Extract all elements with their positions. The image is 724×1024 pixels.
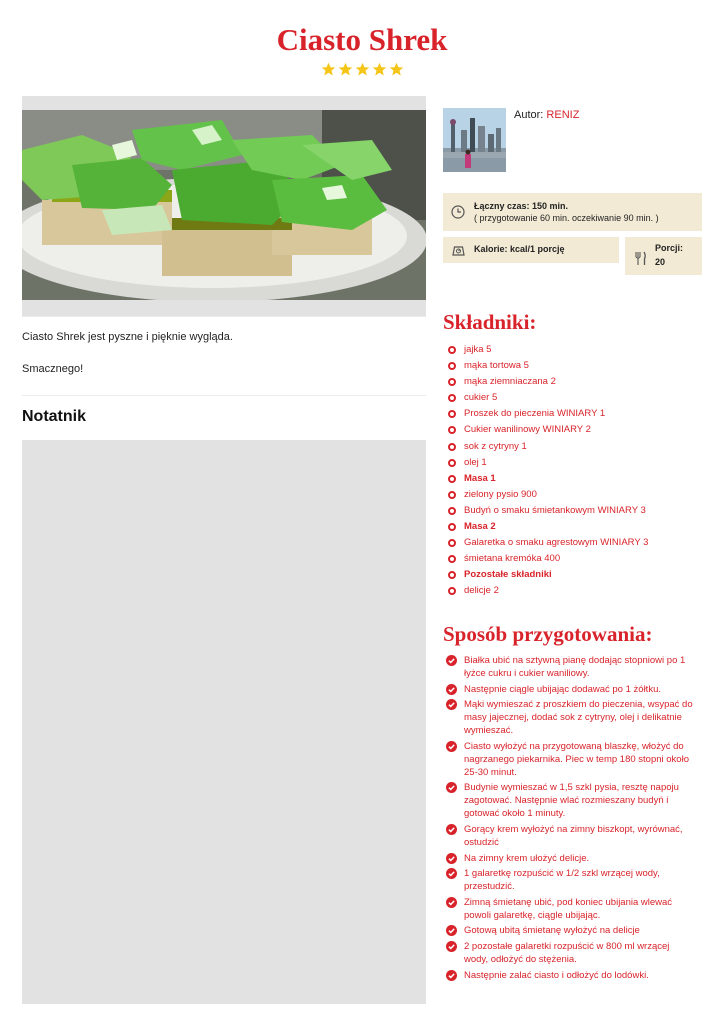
ingredient-item (446, 519, 706, 535)
ring-bullet-icon (448, 491, 456, 499)
ring-bullet-icon (448, 507, 456, 515)
check-circle-icon (446, 853, 457, 864)
ring-bullet-icon (448, 587, 456, 595)
clock-icon (451, 205, 465, 219)
ingredient-item (446, 551, 706, 567)
portions-info (625, 237, 702, 275)
notes-heading: Notatnik (22, 408, 86, 425)
check-circle-icon (446, 684, 457, 695)
ingredient-item (446, 358, 706, 374)
ingredient-item (446, 567, 706, 583)
ring-bullet-icon (448, 362, 456, 370)
step-item (446, 698, 708, 737)
ring-bullet-icon (448, 571, 456, 579)
step-item (446, 940, 708, 966)
step-text-line: gotować około 1 minuty. (464, 808, 566, 820)
step-text-line: przestudzić. (464, 881, 515, 893)
check-circle-icon (446, 782, 457, 793)
ring-bullet-icon (448, 443, 456, 451)
ingredient-text: Budyń o smaku śmietankowym WINIARY 3 (464, 504, 646, 516)
time-detail: ( przygotowanie 60 min. oczekiwanie 90 min. ) (474, 213, 659, 223)
step-text-line: wymieszać. (464, 725, 514, 737)
description-text: Ciasto Shrek jest pyszne i pięknie wygląda. (22, 331, 233, 343)
steps-list (446, 654, 708, 984)
ingredient-item (446, 390, 706, 406)
recipe-description (22, 316, 426, 396)
ring-bullet-icon (448, 475, 456, 483)
check-circle-icon (446, 925, 457, 936)
portions-value: 20 (655, 257, 666, 267)
step-item (446, 852, 708, 865)
step-text-line: masy jajecznej, dodać sok z cytryny, olej i delikatnie (464, 712, 682, 724)
check-circle-icon (446, 824, 457, 835)
ingredient-item (446, 535, 706, 551)
ingredients-list (446, 342, 706, 600)
star-icon (321, 62, 336, 77)
notes-area[interactable] (22, 440, 426, 1004)
check-circle-icon (446, 655, 457, 666)
ingredient-text: Masa 1 (464, 472, 496, 484)
ingredient-item (446, 583, 706, 599)
ring-bullet-icon (448, 523, 456, 531)
total-time: Łączny czas: 150 min. (474, 201, 569, 211)
ingredient-text: jajka 5 (464, 344, 492, 355)
ingredient-item (446, 503, 706, 519)
step-item (446, 683, 708, 696)
step-text-line: ostudzić (464, 836, 499, 848)
ingredient-item (446, 471, 706, 487)
ring-bullet-icon (448, 346, 456, 354)
ingredient-item (446, 439, 706, 455)
ingredient-text: mąka tortowa 5 (464, 360, 529, 372)
ingredient-text: Proszek do pieczenia WINIARY 1 (464, 408, 606, 420)
recipe-title: Ciasto Shrek (276, 22, 448, 57)
star-icon (389, 62, 404, 77)
ingredient-text: cukier 5 (464, 392, 498, 404)
ingredient-text: sok z cytryny 1 (464, 440, 527, 452)
step-text-line: 2 pozostałe galaretki rozpuścić w 800 ml wrzącej (464, 940, 670, 952)
ingredient-text: Galaretka o smaku agrestowym WINIARY 3 (464, 537, 649, 549)
step-text-line: Zimną śmietanę ubić, pod koniec ubijania wlewać (464, 896, 673, 908)
check-circle-icon (446, 941, 457, 952)
step-item (446, 867, 708, 893)
star-icon (355, 62, 370, 77)
author-label: Autor: (514, 109, 544, 121)
ingredient-text: olej 1 (464, 456, 487, 468)
ring-bullet-icon (448, 426, 456, 434)
scale-icon (451, 243, 466, 257)
star-icon (338, 62, 353, 77)
cutlery-icon (634, 251, 647, 266)
author-avatar[interactable] (443, 108, 506, 172)
ingredient-text: zielony pysio 900 (464, 488, 537, 500)
rating-stars (0, 62, 724, 77)
author-line (514, 109, 579, 121)
ingredient-item (446, 374, 706, 390)
step-text-line: łyżce cukru i cukier waniliowy. (464, 668, 590, 679)
ring-bullet-icon (448, 410, 456, 418)
check-circle-icon (446, 970, 457, 981)
ring-bullet-icon (448, 378, 456, 386)
author-name-link[interactable]: RENIZ (546, 109, 580, 121)
step-text-line: Następnie zalać ciasto i odłożyć do lodówki. (464, 969, 649, 981)
closing-text: Smacznego! (22, 363, 84, 375)
ingredient-text: Cukier wanilinowy WINIARY 2 (464, 424, 591, 436)
ring-bullet-icon (448, 459, 456, 467)
step-text-line: 25-30 minut. (464, 766, 517, 778)
step-item (446, 823, 708, 849)
ingredient-item (446, 422, 706, 438)
step-item (446, 969, 708, 982)
step-item (446, 924, 708, 937)
calories-text: Kalorie: kcal/1 porcję (474, 244, 565, 254)
step-text-line: Białka ubić na sztywną pianę dodając stopniowi po 1 (464, 655, 686, 666)
ingredient-item (446, 406, 706, 422)
step-text-line: Budynie wymieszać w 1,5 szkl pysia, resztę napoju (464, 782, 679, 794)
time-info (443, 193, 702, 231)
check-circle-icon (446, 868, 457, 879)
step-text-line: Ciasto wyłożyć na przygotowaną blaszkę, włożyć do (464, 740, 684, 752)
step-text-line: Gorący krem wyłożyć na zimny biszkopt, wyrównać, (464, 823, 683, 835)
recipe-photo (22, 110, 426, 300)
step-item (446, 896, 708, 922)
star-icon (372, 62, 387, 77)
ring-bullet-icon (448, 539, 456, 547)
ingredient-item (446, 455, 706, 471)
step-text-line: powoli galaretkę, ciągle ubijając. (464, 909, 601, 921)
steps-heading: Sposób przygotowania: (443, 622, 653, 646)
calories-info (443, 237, 619, 263)
step-text-line: nagrzanego piekarnika. Piec w temp 180 stopni około (464, 753, 689, 765)
step-text-line: 1 galaretkę rozpuścić w 1/2 szkl wrzącej wody, (464, 868, 660, 880)
step-text-line: Na zimny krem ułożyć delicje. (464, 852, 590, 864)
ingredient-item (446, 342, 706, 358)
check-circle-icon (446, 897, 457, 908)
ingredient-text: śmietana kremóka 400 (464, 553, 561, 565)
step-text-line: Następnie ciągle ubijając dodawać po 1 żółtku. (464, 683, 661, 695)
portions-label: Porcji: (655, 243, 684, 253)
step-text-line: zagotować. Następnie wlać rozmieszany budyń i (464, 795, 669, 807)
ingredient-text: delicje 2 (464, 585, 499, 597)
step-text-line: Gotową ubitą śmietanę wyłożyć na delicje (464, 925, 640, 937)
step-text-line: wody, odłożyć do stężenia. (464, 953, 577, 965)
ring-bullet-icon (448, 555, 456, 563)
check-circle-icon (446, 741, 457, 752)
ingredient-item (446, 487, 706, 503)
ingredient-text: Pozostałe składniki (464, 569, 552, 581)
step-text-line: Mąki wymieszać z proszkiem do pieczenia, wsypać do (464, 699, 693, 711)
ingredient-text: mąka ziemniaczana 2 (464, 376, 556, 388)
check-circle-icon (446, 699, 457, 710)
step-item (446, 781, 708, 820)
ingredients-heading: Składniki: (443, 310, 537, 334)
step-item (446, 740, 708, 779)
step-item (446, 654, 708, 680)
ingredient-text: Masa 2 (464, 521, 496, 533)
ring-bullet-icon (448, 394, 456, 402)
